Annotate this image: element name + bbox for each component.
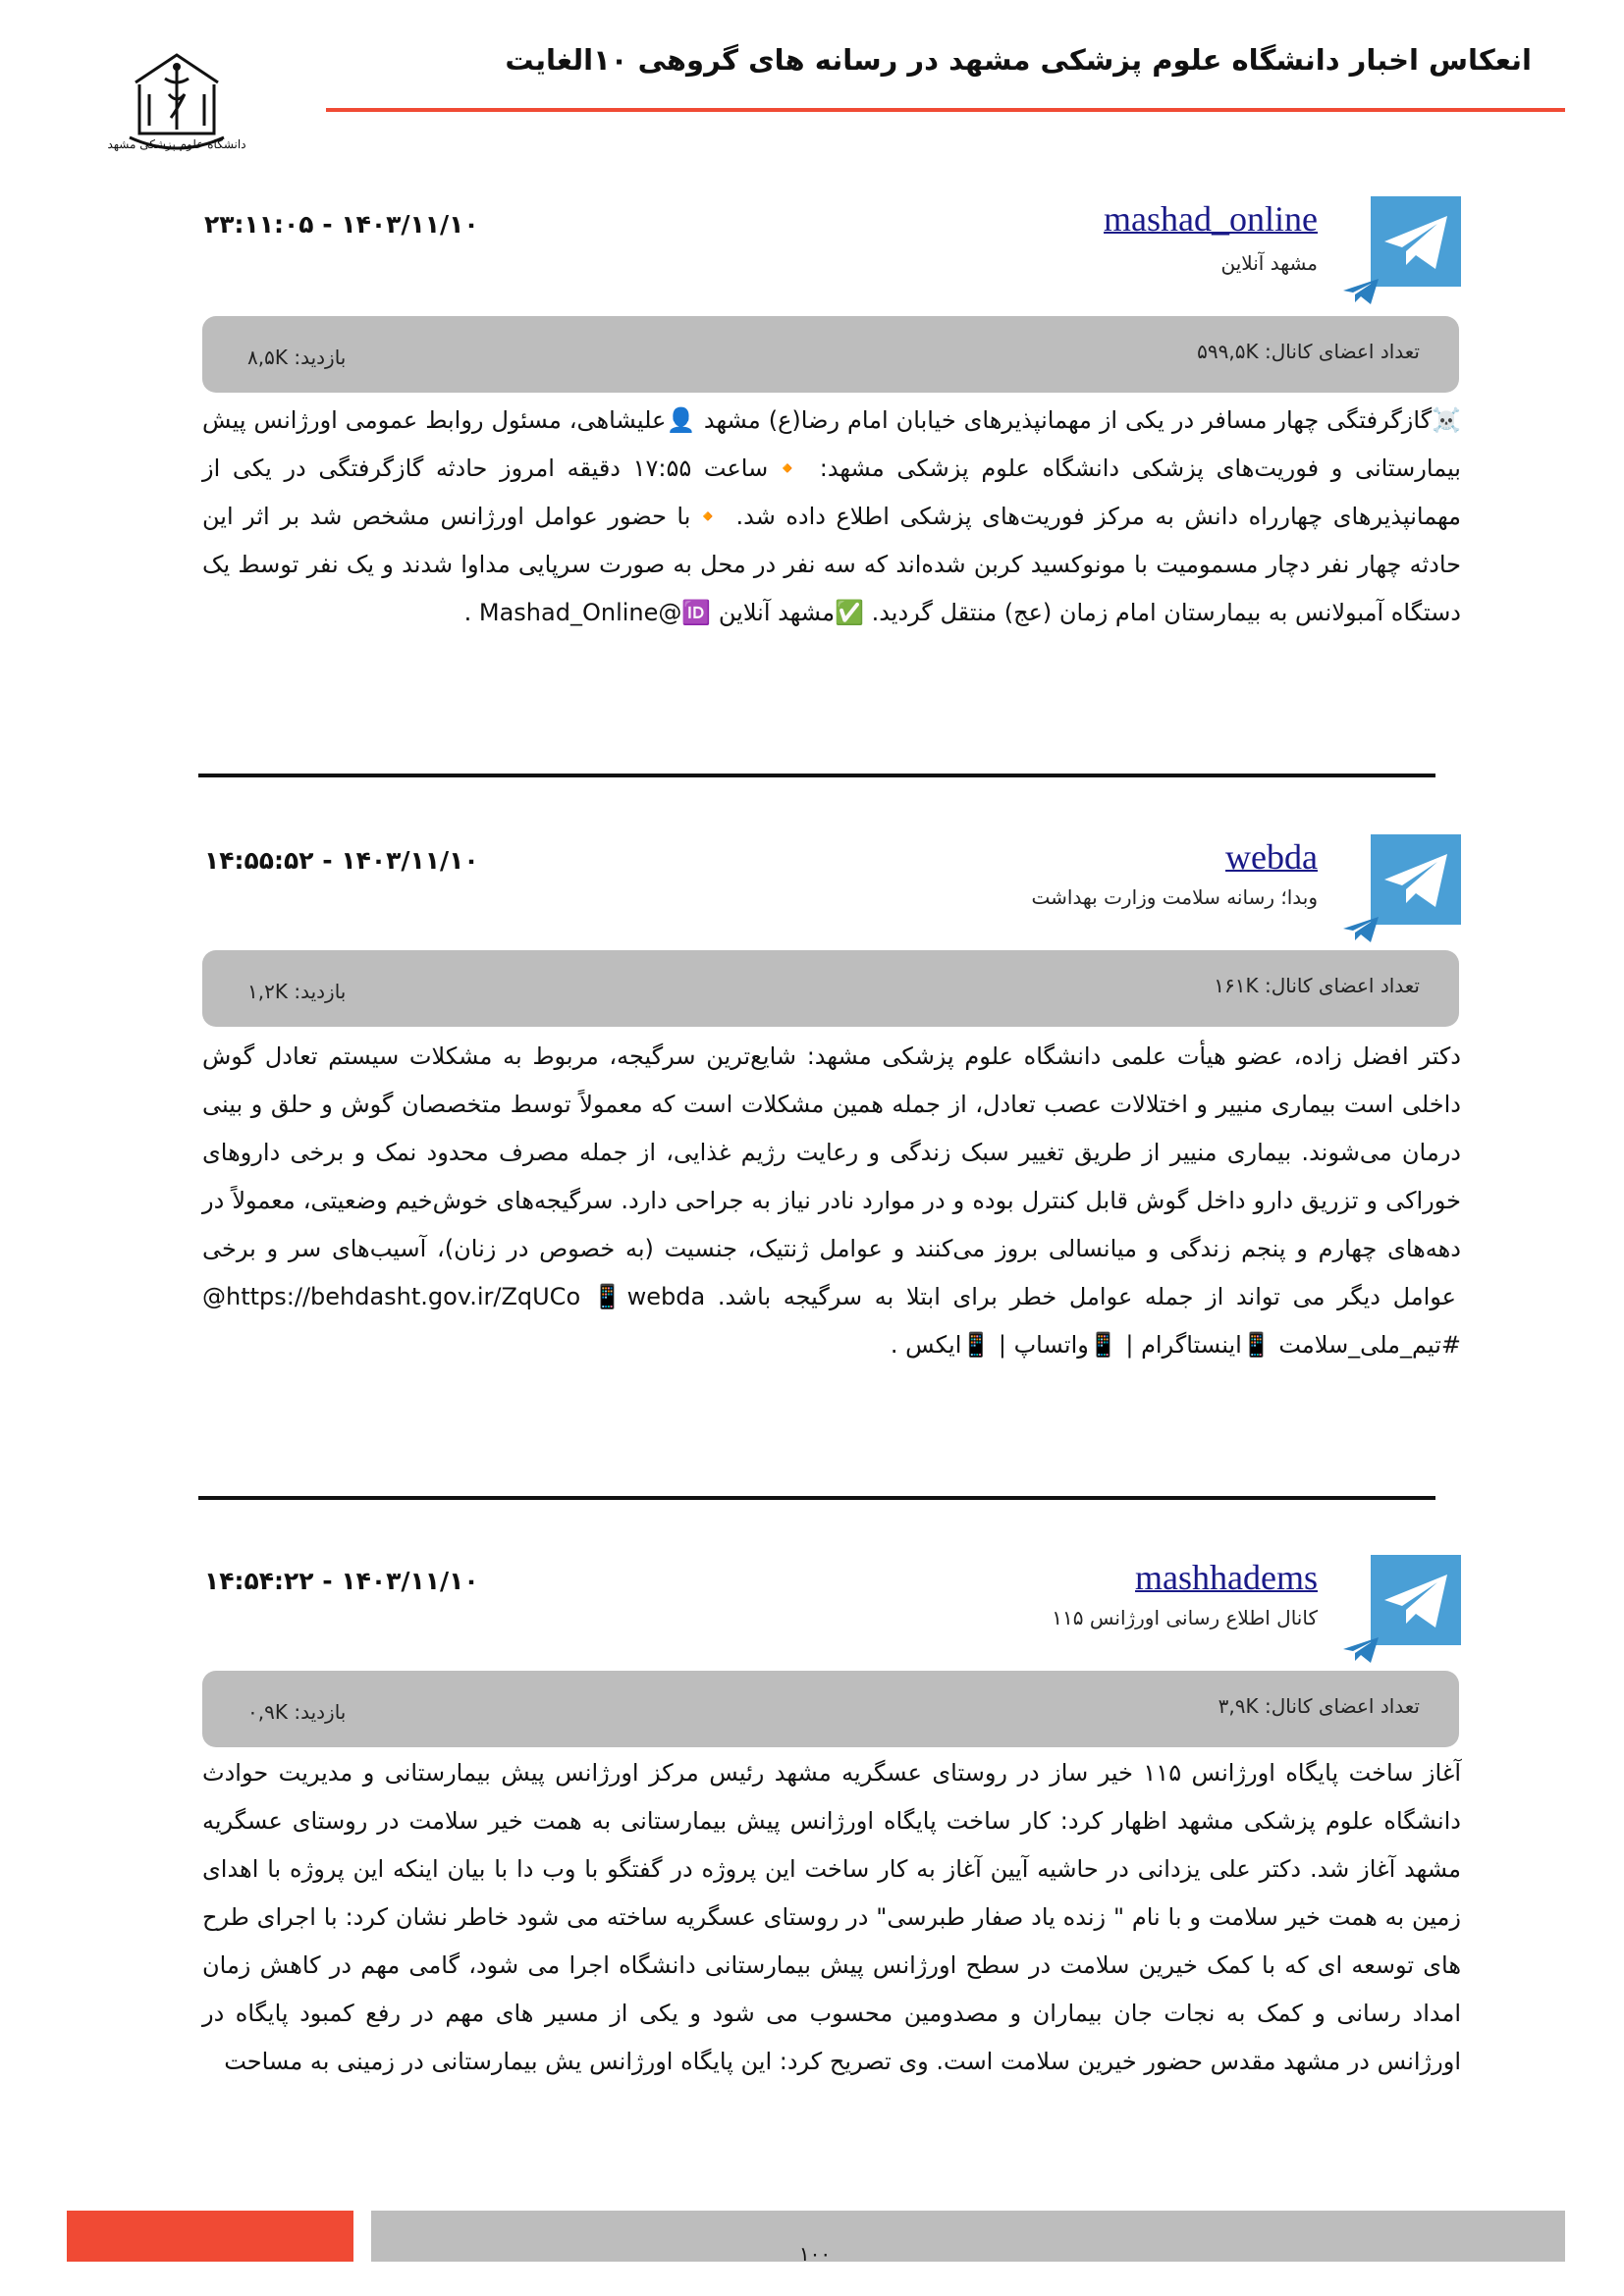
post-body: ☠️گازگرفتگی چهار مسافر در یکی از مهمانپذیرهای خیابان امام رضا(ع) مشهد 👤علیشاهی، مسئول روابط عمومی اورژانس پیش بیمارستانی و فوریت‌های پزشکی دانشگاه علوم پزشکی مشهد: 🔸ساعت ۱۷:۵۵ دقیقه امروز حادثه گازگرفتگی در یکی از مهمانپذیرهای چهارراه دانش به مرکز فوریت‌های پزشکی اطلاع داده شد. 🔸با حضور عوامل اورژانس مشخص شد بر اثر این حادثه چهار نفر دچار مسمومیت با مونوکسید کربن شده‌اند که سه نفر در محل به صورت سرپایی مداوا شدند و یک نفر توسط یک دستگاه آمبولانس به بیمارستان امام زمان (عج) منتقل گردید. ✅مشهد آنلاین Mashad_Online@🆔 .	[202, 406, 1461, 626]
post-datetime: ۱۴:۵۵:۵۲ - ۱۴۰۳/۱۱/۱۰	[204, 846, 479, 875]
post-datetime: ۱۴:۵۴:۲۲ - ۱۴۰۳/۱۱/۱۰	[204, 1567, 479, 1595]
channel-members: تعداد اعضای کانال: ۵۹۹,۵K	[1197, 340, 1420, 363]
telegram-small-icon	[1341, 1635, 1380, 1665]
telegram-icon[interactable]	[1371, 834, 1461, 925]
page-number: ۱۰۰	[798, 2242, 832, 2266]
channel-id-link[interactable]: mashhadems	[1135, 1558, 1318, 1597]
entry-separator	[198, 1496, 1435, 1500]
post-views: بازدید: ۱,۲K	[247, 980, 347, 1003]
post-views: بازدید: ۰,۹K	[247, 1700, 347, 1724]
post-datetime: ۲۳:۱۱:۰۵ - ۱۴۰۳/۱۱/۱۰	[204, 210, 479, 239]
channel-members: تعداد اعضای کانال: ۳,۹K	[1218, 1694, 1420, 1718]
channel-name: مشهد آنلاین	[1220, 251, 1318, 275]
channel-members: تعداد اعضای کانال: ۱۶۱K	[1214, 974, 1420, 997]
channel-id-link[interactable]: webda	[1225, 837, 1318, 877]
telegram-icon[interactable]	[1371, 196, 1461, 287]
channel-name: کانال اطلاع رسانی اورژانس ۱۱۵	[1052, 1606, 1318, 1629]
footer-bar	[371, 2211, 1565, 2262]
entry-separator	[198, 774, 1435, 777]
post-body: دکتر افضل زاده، عضو هیأت علمی دانشگاه علوم پزشکی مشهد: شایع‌ترین سرگیجه، مربوط به مشکلات سیستم تعادل گوش داخلی است بیماری منییر و اختلالات عصب تعادل، از جمله همین مشکلات است که معمولاً توسط متخصصان گوش و حلق و بینی درمان می‌شوند. بیماری منییر از طریق تغییر سبک زندگی و رعایت رژیم غذایی، از جمله مصرف محدود نمک و برخی داروهای خوراکی و تزریق دارو داخل گوش قابل کنترل بوده و در موارد نادر نیاز به جراحی دارد. سرگیجه‌های خوش‌خیم وضعیتی، معمولاً در دهه‌های چهارم و پنجم زندگی و میانسالی بروز می‌کنند و عوامل ژنتیک، جنسیت (به خصوص در زنان)، آسیب‌های سر و برخی عوامل دیگر می تواند از جمله عوامل خطر برای ابتلا به سرگیجه باشد. https://behdasht.gov.ir/ZqUCo 📱webda@ #تیم_ملی_سلامت 📱اینستاگرام | 📱واتساپ | 📱ایکس .	[202, 1042, 1461, 1359]
telegram-small-icon	[1341, 915, 1380, 944]
channel-id-link[interactable]: mashad_online	[1104, 199, 1318, 239]
telegram-small-icon	[1341, 277, 1380, 306]
stats-bar	[202, 1671, 1459, 1747]
header-divider	[326, 108, 1565, 112]
telegram-icon[interactable]	[1371, 1555, 1461, 1645]
post-body: آغاز ساخت پایگاه اورژانس ۱۱۵ خیر ساز در روستای عسگریه مشهد رئیس مرکز اورژانس پیش بیمارستانی و مدیریت حوادث دانشگاه علوم پزشکی مشهد اظهار کرد: کار ساخت پایگاه اورژانس پیش بیمارستانی به همت خیر سلامت در روستای عسگریه مشهد آغاز شد. دکتر علی یزدانی در حاشیه آیین آغاز به کار ساخت این پروژه در گفتگو با وب دا با بیان اینکه این پروژه با اهدای زمین به همت خیر سلامت و با نام " زنده یاد صفار طبرسی" در روستای عسگریه ساخته می شود خاطر نشان کرد: با اجرای طرح های توسعه ای که با کمک خیرین سلامت در سطح اورژانس پیش بیمارستانی دانشگاه اجرا می شود، گامی مهم در کاهش زمان امداد رسانی و کمک به نجات جان بیماران و مصدومین محسوب می شود و یکی از مسیر های مهم در رفع کمبود پایگاه در اورژانس در مشهد مقدس حضور خیرین سلامت است. وی تصریح کرد: این پایگاه اورژانس یش بیمارستانی در زمینی به مساحت	[202, 1759, 1462, 2075]
logo-caption: دانشگاه علوم پزشکی مشهد	[107, 137, 246, 151]
post-views: بازدید: ۸,۵K	[247, 346, 347, 369]
channel-name: وبدا؛ رسانه سلامت وزارت بهداشت	[1031, 885, 1318, 909]
page-title: انعکاس اخبار دانشگاه علوم پزشکی مشهد در رسانه های گروهی ۱۰الغایت	[505, 43, 1532, 77]
footer-accent-bar	[67, 2211, 353, 2262]
stats-bar	[202, 316, 1459, 393]
stats-bar	[202, 950, 1459, 1027]
